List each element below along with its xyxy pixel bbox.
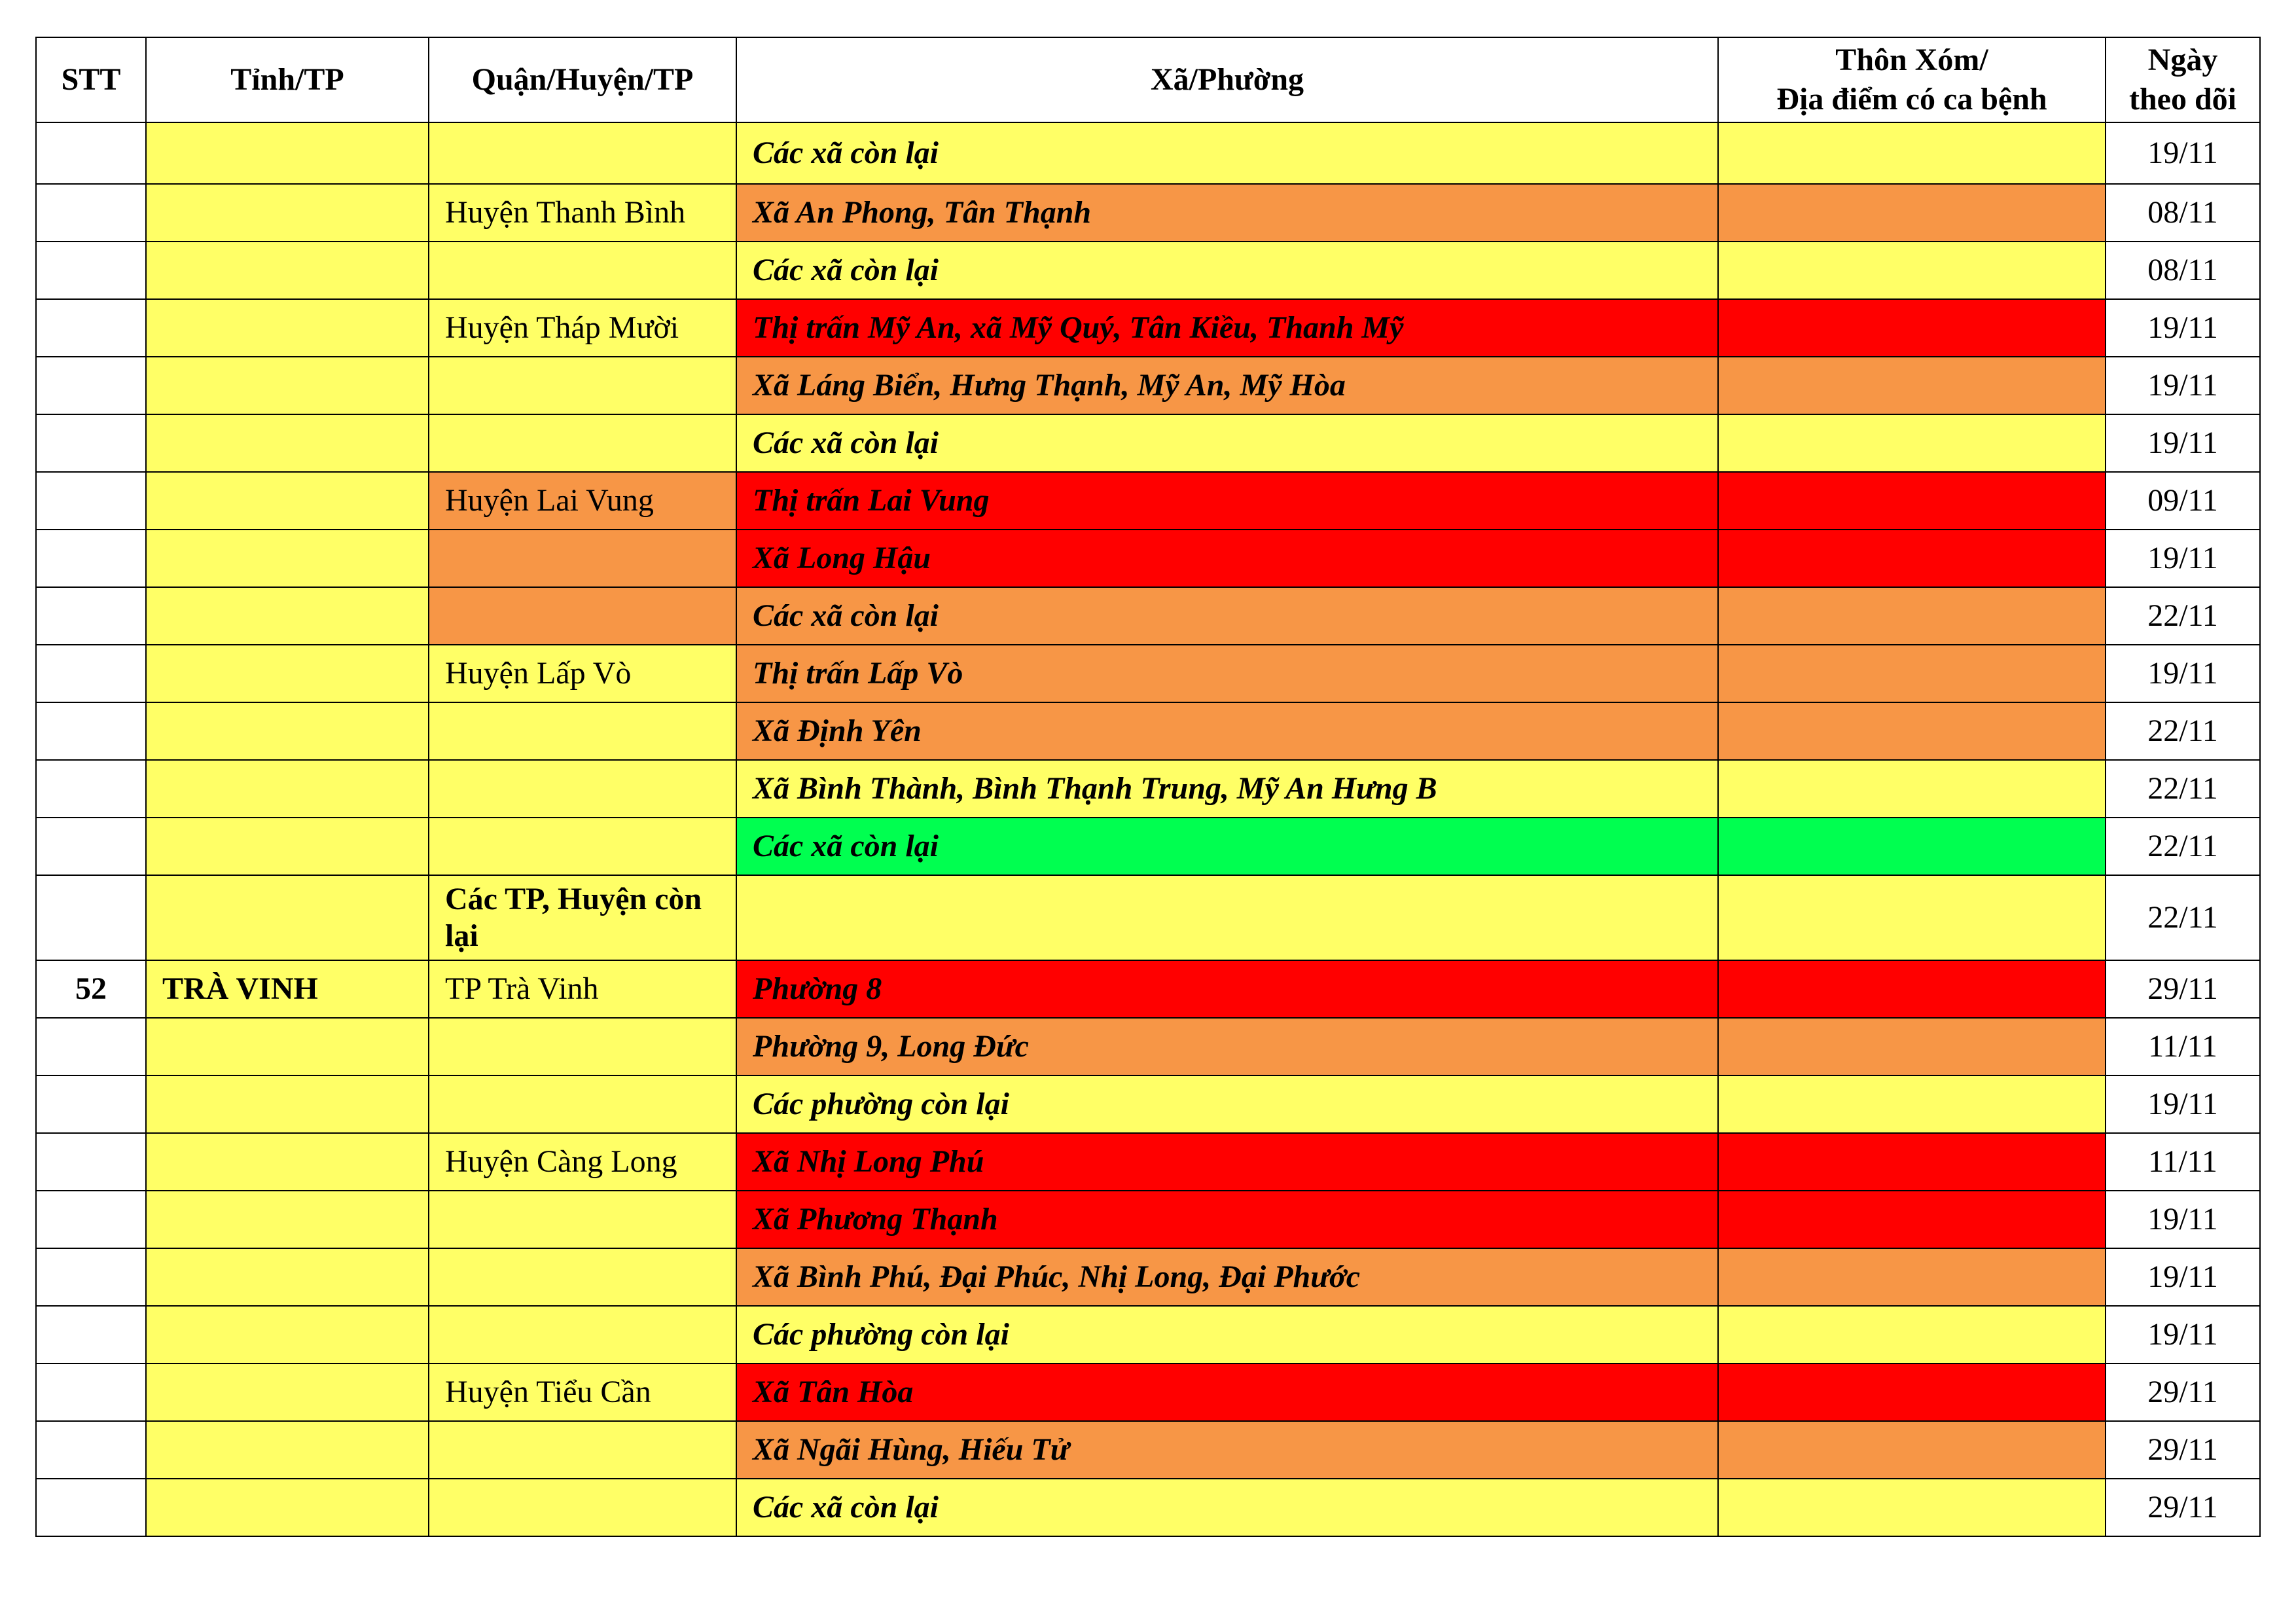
hamlet-cell (1718, 702, 2106, 760)
table-row (36, 818, 2260, 875)
table-row (36, 875, 2260, 960)
table-row (36, 414, 2260, 472)
stt-cell: 52 (36, 960, 146, 1018)
district-cell (429, 357, 736, 414)
ward-cell: Xã Bình Phú, Đại Phúc, Nhị Long, Đại Phước (736, 1248, 1718, 1306)
date-cell: 22/11 (2106, 760, 2260, 818)
column-header-stt: STT (36, 37, 146, 122)
district-cell: Huyện Tiểu Cần (429, 1363, 736, 1421)
table-row (36, 472, 2260, 530)
table-row (36, 1421, 2260, 1479)
stt-cell (36, 1421, 146, 1479)
stt-cell (36, 1191, 146, 1248)
hamlet-cell (1718, 357, 2106, 414)
stt-cell (36, 414, 146, 472)
district-cell (429, 1421, 736, 1479)
date-cell: 19/11 (2106, 299, 2260, 357)
ward-cell: Xã Tân Hòa (736, 1363, 1718, 1421)
province-cell (146, 122, 429, 184)
table-row (36, 357, 2260, 414)
district-cell (429, 1306, 736, 1363)
district-cell (429, 530, 736, 587)
header-row (36, 37, 2260, 122)
date-cell: 22/11 (2106, 818, 2260, 875)
district-cell: Huyện Tháp Mười (429, 299, 736, 357)
date-cell: 19/11 (2106, 1191, 2260, 1248)
ward-cell: Xã Phương Thạnh (736, 1191, 1718, 1248)
ward-cell: Phường 9, Long Đức (736, 1018, 1718, 1075)
hamlet-cell (1718, 414, 2106, 472)
date-cell: 19/11 (2106, 1306, 2260, 1363)
ward-cell: Các phường còn lại (736, 1075, 1718, 1133)
hamlet-cell (1718, 122, 2106, 184)
hamlet-cell (1718, 875, 2106, 960)
stt-cell (36, 1306, 146, 1363)
district-cell (429, 1479, 736, 1536)
province-cell (146, 702, 429, 760)
stt-cell (36, 357, 146, 414)
column-header-date-line1: Ngày (2147, 43, 2218, 77)
risk-level-table (35, 37, 2261, 1537)
ward-cell: Các xã còn lại (736, 818, 1718, 875)
date-cell: 19/11 (2106, 414, 2260, 472)
table-row (36, 1479, 2260, 1536)
table-body (36, 122, 2260, 1536)
hamlet-cell (1718, 818, 2106, 875)
ward-cell: Xã Bình Thành, Bình Thạnh Trung, Mỹ An Hưng B (736, 760, 1718, 818)
hamlet-cell (1718, 1248, 2106, 1306)
stt-cell (36, 122, 146, 184)
district-cell (429, 702, 736, 760)
ward-cell: Xã Láng Biển, Hưng Thạnh, Mỹ An, Mỹ Hòa (736, 357, 1718, 414)
hamlet-cell (1718, 1363, 2106, 1421)
date-cell: 22/11 (2106, 702, 2260, 760)
ward-cell: Xã Long Hậu (736, 530, 1718, 587)
province-cell (146, 645, 429, 702)
district-cell: Các TP, Huyện còn lại (429, 875, 736, 960)
date-cell: 29/11 (2106, 1479, 2260, 1536)
ward-cell: Các xã còn lại (736, 1479, 1718, 1536)
hamlet-cell (1718, 184, 2106, 242)
district-cell (429, 242, 736, 299)
date-cell: 29/11 (2106, 1421, 2260, 1479)
ward-cell (736, 875, 1718, 960)
province-cell (146, 1421, 429, 1479)
column-header-province: Tỉnh/TP (146, 37, 429, 122)
table-row (36, 760, 2260, 818)
province-cell (146, 1133, 429, 1191)
province-cell (146, 587, 429, 645)
province-cell (146, 1363, 429, 1421)
ward-cell: Phường 8 (736, 960, 1718, 1018)
date-cell: 19/11 (2106, 645, 2260, 702)
date-cell: 22/11 (2106, 875, 2260, 960)
province-cell (146, 1191, 429, 1248)
ward-cell: Các xã còn lại (736, 414, 1718, 472)
stt-cell (36, 472, 146, 530)
district-cell (429, 818, 736, 875)
date-cell: 19/11 (2106, 122, 2260, 184)
hamlet-cell (1718, 242, 2106, 299)
ward-cell: Thị trấn Lai Vung (736, 472, 1718, 530)
column-header-district: Quận/Huyện/TP (429, 37, 736, 122)
province-cell (146, 1075, 429, 1133)
table-row (36, 299, 2260, 357)
ward-cell: Thị trấn Mỹ An, xã Mỹ Quý, Tân Kiều, Thanh Mỹ (736, 299, 1718, 357)
province-cell (146, 414, 429, 472)
district-cell: Huyện Lai Vung (429, 472, 736, 530)
province-cell (146, 1018, 429, 1075)
province-cell (146, 1306, 429, 1363)
table-row (36, 1191, 2260, 1248)
ward-cell: Các xã còn lại (736, 587, 1718, 645)
table-row (36, 122, 2260, 184)
province-cell (146, 357, 429, 414)
stt-cell (36, 587, 146, 645)
stt-cell (36, 760, 146, 818)
date-cell: 11/11 (2106, 1018, 2260, 1075)
date-cell: 11/11 (2106, 1133, 2260, 1191)
ward-cell: Xã Định Yên (736, 702, 1718, 760)
hamlet-cell (1718, 1075, 2106, 1133)
date-cell: 19/11 (2106, 357, 2260, 414)
district-cell (429, 1191, 736, 1248)
hamlet-cell (1718, 645, 2106, 702)
province-cell (146, 242, 429, 299)
ward-cell: Các xã còn lại (736, 242, 1718, 299)
province-cell (146, 530, 429, 587)
date-cell: 19/11 (2106, 1075, 2260, 1133)
table-row (36, 242, 2260, 299)
date-cell: 19/11 (2106, 530, 2260, 587)
hamlet-cell (1718, 1133, 2106, 1191)
stt-cell (36, 242, 146, 299)
hamlet-cell (1718, 1191, 2106, 1248)
district-cell: Huyện Càng Long (429, 1133, 736, 1191)
date-cell: 09/11 (2106, 472, 2260, 530)
hamlet-cell (1718, 760, 2106, 818)
stt-cell (36, 299, 146, 357)
table-row (36, 587, 2260, 645)
district-cell (429, 760, 736, 818)
ward-cell: Xã An Phong, Tân Thạnh (736, 184, 1718, 242)
table-row (36, 702, 2260, 760)
province-cell (146, 472, 429, 530)
stt-cell (36, 1479, 146, 1536)
table-row (36, 1306, 2260, 1363)
province-cell: TRÀ VINH (146, 960, 429, 1018)
column-header-hamlet-line2: Địa điểm có ca bệnh (1776, 82, 2047, 117)
province-cell (146, 299, 429, 357)
district-cell: TP Trà Vinh (429, 960, 736, 1018)
date-cell: 29/11 (2106, 1363, 2260, 1421)
district-cell: Huyện Thanh Bình (429, 184, 736, 242)
district-cell (429, 587, 736, 645)
column-header-date-line2: theo dõi (2128, 82, 2236, 117)
column-header-hamlet (1718, 37, 2106, 122)
ward-cell: Xã Nhị Long Phú (736, 1133, 1718, 1191)
date-cell: 29/11 (2106, 960, 2260, 1018)
hamlet-cell (1718, 299, 2106, 357)
stt-cell (36, 1018, 146, 1075)
district-cell (429, 1018, 736, 1075)
stt-cell (36, 184, 146, 242)
district-cell (429, 1075, 736, 1133)
stt-cell (36, 702, 146, 760)
table-row (36, 960, 2260, 1018)
stt-cell (36, 1363, 146, 1421)
province-cell (146, 1479, 429, 1536)
date-cell: 08/11 (2106, 184, 2260, 242)
table-row (36, 184, 2260, 242)
district-cell (429, 414, 736, 472)
province-cell (146, 760, 429, 818)
province-cell (146, 184, 429, 242)
table-row (36, 1075, 2260, 1133)
ward-cell: Thị trấn Lấp Vò (736, 645, 1718, 702)
table-row (36, 1133, 2260, 1191)
hamlet-cell (1718, 530, 2106, 587)
hamlet-cell (1718, 960, 2106, 1018)
ward-cell: Các phường còn lại (736, 1306, 1718, 1363)
table-row (36, 530, 2260, 587)
district-cell (429, 122, 736, 184)
date-cell: 22/11 (2106, 587, 2260, 645)
province-cell (146, 875, 429, 960)
district-cell (429, 1248, 736, 1306)
ward-cell: Xã Ngãi Hùng, Hiếu Tử (736, 1421, 1718, 1479)
hamlet-cell (1718, 472, 2106, 530)
date-cell: 08/11 (2106, 242, 2260, 299)
hamlet-cell (1718, 587, 2106, 645)
table-row (36, 645, 2260, 702)
stt-cell (36, 1248, 146, 1306)
hamlet-cell (1718, 1306, 2106, 1363)
column-header-ward: Xã/Phường (736, 37, 1718, 122)
date-cell: 19/11 (2106, 1248, 2260, 1306)
stt-cell (36, 818, 146, 875)
stt-cell (36, 1133, 146, 1191)
stt-cell (36, 530, 146, 587)
table-row (36, 1248, 2260, 1306)
column-header-date (2106, 37, 2260, 122)
district-cell: Huyện Lấp Vò (429, 645, 736, 702)
table-row (36, 1018, 2260, 1075)
hamlet-cell (1718, 1018, 2106, 1075)
province-cell (146, 1248, 429, 1306)
province-cell (146, 818, 429, 875)
stt-cell (36, 1075, 146, 1133)
hamlet-cell (1718, 1479, 2106, 1536)
table-row (36, 1363, 2260, 1421)
ward-cell: Các xã còn lại (736, 122, 1718, 184)
column-header-hamlet-line1: Thôn Xóm/ (1835, 43, 1988, 77)
stt-cell (36, 645, 146, 702)
stt-cell (36, 875, 146, 960)
hamlet-cell (1718, 1421, 2106, 1479)
